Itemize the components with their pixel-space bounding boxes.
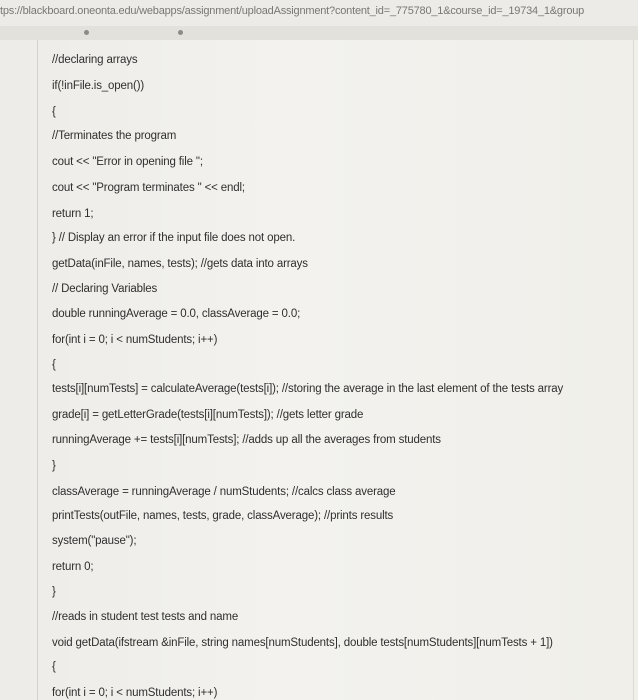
code-line: printTests(outFile, names, tests, grade, classAverage); //prints results (52, 510, 394, 522)
code-line: cout << "Program terminates " << endl; (52, 182, 245, 194)
left-margin-rule (37, 40, 38, 700)
code-line: tests[i][numTests] = calculateAverage(tests[i]); //storing the average in the last element of the tests array (52, 383, 564, 395)
browser-address-bar[interactable] (0, 0, 638, 27)
code-line: return 1; (52, 208, 94, 220)
code-line: if(!inFile.is_open()) (52, 80, 145, 92)
url-text[interactable]: tps://blackboard.oneonta.edu/webapps/assignment/uploadAssignment?content_id=_775780_1&course_id=_19734_1&group (0, 5, 585, 17)
code-line: //Terminates the program (52, 130, 177, 142)
assignment-text-area[interactable] (0, 40, 638, 700)
code-line: for(int i = 0; i < numStudents; i++) (52, 687, 218, 699)
code-line: { (52, 359, 56, 371)
code-line: //declaring arrays (52, 54, 138, 66)
code-line: system("pause"); (52, 535, 137, 547)
code-line: cout << "Error in opening file "; (52, 156, 203, 168)
code-line: //reads in student test tests and name (52, 611, 239, 623)
code-line: getData(inFile, names, tests); //gets data into arrays (52, 258, 308, 270)
code-line: // Declaring Variables (52, 283, 158, 295)
code-line: for(int i = 0; i < numStudents; i++) (52, 334, 218, 346)
code-line: } (52, 460, 56, 472)
right-margin-rule (633, 40, 634, 700)
code-line: double runningAverage = 0.0, classAverage = 0.0; (52, 308, 301, 320)
code-line: { (52, 661, 56, 673)
toolbar-dot-icon (84, 30, 89, 35)
code-line: } (52, 586, 56, 598)
toolbar-dot-icon (178, 30, 183, 35)
code-line: } // Display an error if the input file does not open. (52, 232, 296, 244)
code-line: { (52, 106, 56, 118)
browser-toolbar-strip (0, 26, 638, 40)
code-line: classAverage = runningAverage / numStudents; //calcs class average (52, 486, 396, 498)
code-line: grade[i] = getLetterGrade(tests[i][numTests]); //gets letter grade (52, 409, 364, 421)
code-line: return 0; (52, 561, 94, 573)
code-line: runningAverage += tests[i][numTests]; //adds up all the averages from students (52, 434, 441, 446)
code-line: void getData(ifstream &inFile, string names[numStudents], double tests[numStudents][numTests + 1]) (52, 637, 553, 649)
